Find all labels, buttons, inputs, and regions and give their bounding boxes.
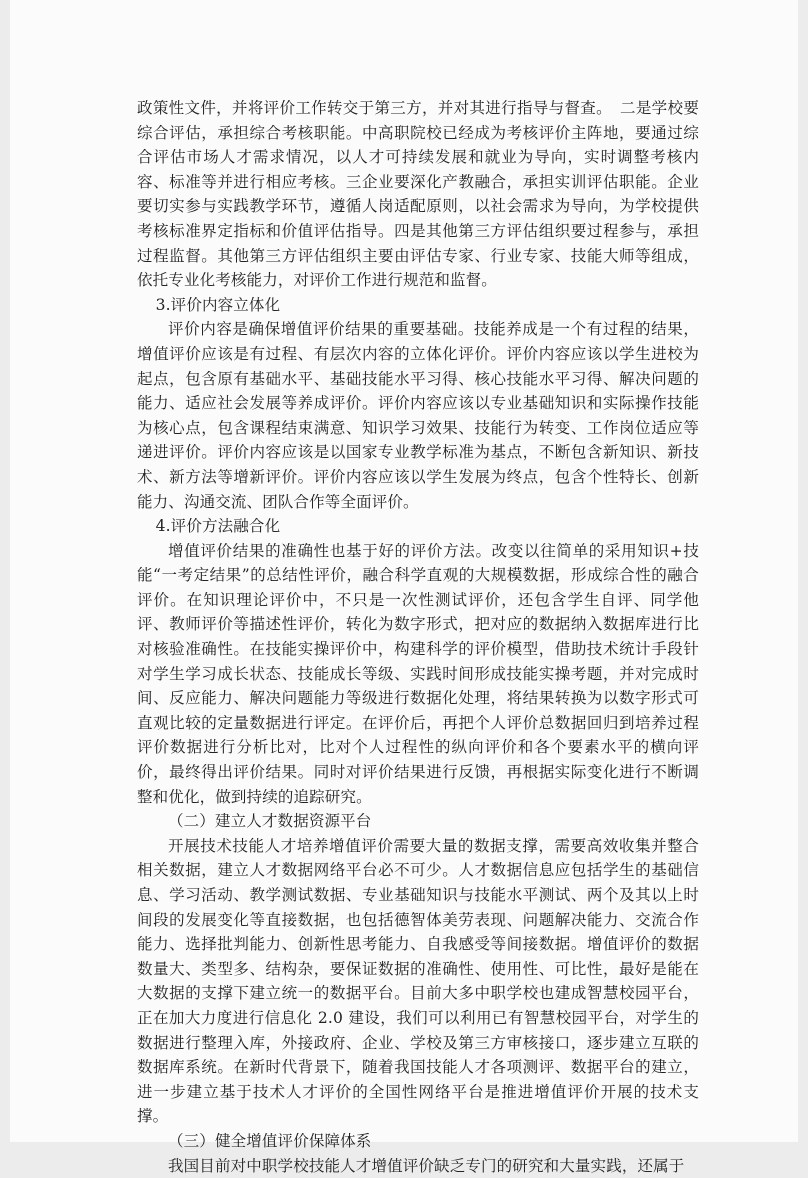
heading-evaluation-content: 3.评价内容立体化 xyxy=(155,295,281,314)
document-body xyxy=(137,96,699,1178)
subheading-data-platform: （二）建立人才数据资源平台 xyxy=(168,812,372,831)
paragraph-evaluation-method: 增值评价结果的准确性也基于好的评价方法。改变以往简单的采用知识+技能“一考定结果”的总结性评价，融合科学直观的大规模数据，形成综合性的融合评价。在知识理论评价中，不只是一次性测试评价，还包含学生自评、同学他评、教师评价等描述性评价，转化为数字形式，把对应的数据纳入数据库进行比对核验准确性。在技能实操评价中，构建科学的评价模型，借助技术统计手段针对学生学习成长状态、技能成长等级、实践时间形成技能实操考题，并对完成时间、反应能力、解决问题能力等级进行数据化处理，将结果转换为以数字形式可直观比较的定量数据进行评定。在评价后，再把个人评价总数据回归到培养过程评价数据进行分析比对，比对个人过程性的纵向评价和各个要素水平的横向评价，最终得出评价结果。同时对评价结果进行反馈，再根据实际变化进行不断调整和优化，做到持续的追踪研究。 xyxy=(137,541,699,806)
paragraph-guarantee-system: 我国目前对中职学校技能人才增值评价缺乏专门的研究和大量实践，还属于 xyxy=(168,1156,685,1175)
document-page xyxy=(10,0,798,1175)
paragraph-data-platform: 开展技术技能人才培养增值评价需要大量的数据支撑，需要高效收集并整合相关数据，建立人才数据网络平台必不可少。人才数据信息应包括学生的基础信息、学习活动、教学测试数据、专业基础知识与技能水平测试、两个及其以上时间段的发展变化等直接数据，也包括德智体美劳表现、问题解决能力、交流合作能力、选择批判能力、创新性思考能力、自我感受等间接数据。增值评价的数据数量大、类型多、结构杂，要保证数据的准确性、使用性、可比性，最好是能在大数据的支撑下建立统一的数据平台。目前大多中职学校也建成智慧校园平台，正在加大力度进行信息化 2.0 建设，我们可以利用已有智慧校园平台，对学生的数据进行整理入库，外接政府、企业、学校及第三方审核接口，逐步建立互联的数据库系统。在新时代背景下，随着我国技能人才各项测评、数据平台的建立，进一步建立基于技术人才评价的全国性网络平台是推进增值评价开展的技术支撑。 xyxy=(137,836,699,1126)
heading-evaluation-method: 4.评价方法融合化 xyxy=(155,517,281,536)
paragraph-evaluation-content: 评价内容是确保增值评价结果的重要基础。技能养成是一个有过程的结果，增值评价应该是有过程、有层次内容的立体化评价。评价内容应该以学生进校为起点，包含原有基础水平、基础技能水平习得、核心技能水平习得、解决问题的能力、适应社会发展等养成评价。评价内容应该以专业基础知识和实际操作技能为核心点，包含课程结束满意、知识学习效果、技能行为转变、工作岗位适应等递进评价。评价内容应该是以国家专业教学标准为基点，不断包含新知识、新技术、新方法等增新评价。评价内容应该以学生发展为终点，包含个性特长、创新能力、沟通交流、团队合作等全面评价。 xyxy=(137,320,699,511)
subheading-guarantee-system: （三）健全增值评价保障体系 xyxy=(168,1131,372,1150)
paragraph-third-party-evaluation: 政策性文件，并将评价工作转交于第三方，并对其进行指导与督查。 二是学校要综合评估，承担综合考核职能。中高职院校已经成为考核评价主阵地，要通过综合评估市场人才需求情况，以人才可持续发展和就业为导向，实时调整考核内容、标准等并进行相应考核。三企业要深化产教融合，承担实训评估职能。企业要切实参与实践教学环节，遵循人岗适配原则，以社会需求为导向，为学校提供考核标准界定指标和价值评估指导。四是其他第三方评估组织要过程参与，承担过程监督。其他第三方评估组织主要由评估专家、行业专家、技能大师等组成，依托专业化考核能力，对评价工作进行规范和监督。 xyxy=(137,99,699,290)
